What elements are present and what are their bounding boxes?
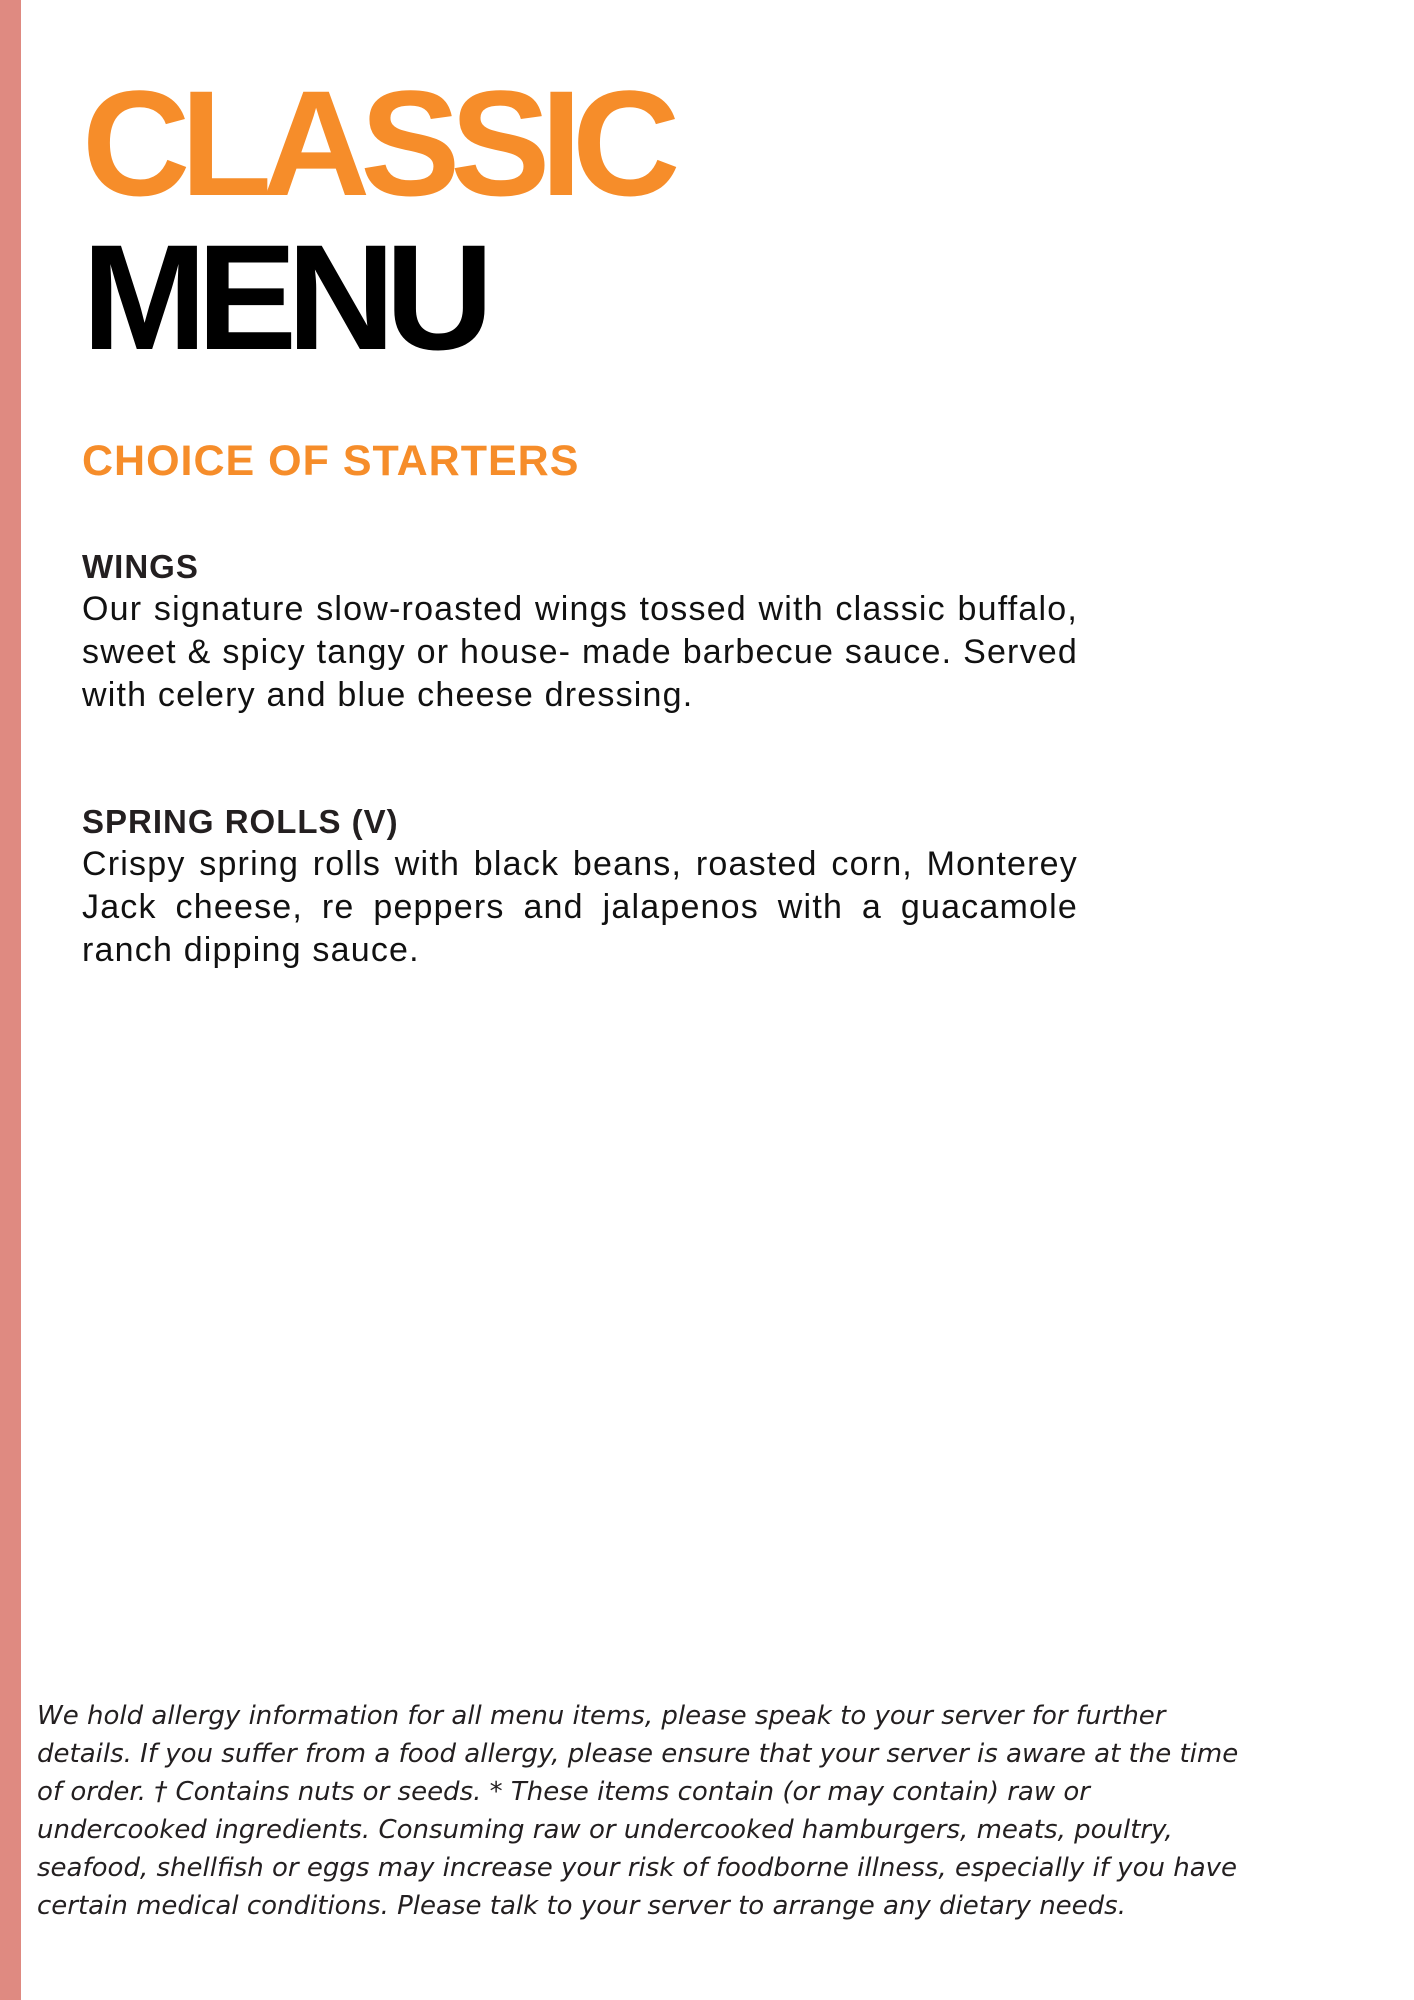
side-accent-bar <box>0 0 21 2000</box>
menu-item-name: SPRING ROLLS (V) <box>82 803 399 840</box>
footnote-line: certain medical conditions. Please talk to your server to arrange any dietary needs. <box>37 1891 1126 1921</box>
footnote-line: We hold allergy information for all menu items, please speak to your server for further <box>37 1701 1166 1731</box>
menu-item-description: Crispy spring rolls with black beans, roasted corn, Monterey Jack cheese, re peppers and jalapenos with a guacamole ranch dipping sauce. <box>82 845 1078 969</box>
menu-item-description: Our signature slow-roasted wings tossed with classic buffalo, sweet & spicy tangy or house- made barbecue sauce. Served with celery and blue cheese dressing. <box>82 590 1078 714</box>
footnote-line: seafood, shellfish or eggs may increase your risk of foodborne illness, especially if you have <box>37 1853 1238 1883</box>
menu-title-classic: CLASSIC <box>82 59 671 227</box>
footnote-line: details. If you suffer from a food allergy, please ensure that your server is aware at the time <box>37 1739 1239 1769</box>
menu-item-wings <box>82 546 1078 717</box>
footnote-line: undercooked ingredients. Consuming raw or undercooked hamburgers, meats, poultry, <box>37 1815 1173 1845</box>
menu-title-menu: MENU <box>82 213 484 381</box>
section-heading-starters: CHOICE OF STARTERS <box>82 437 580 485</box>
allergy-footnote <box>37 1697 1337 1925</box>
menu-item-name: WINGS <box>82 548 199 585</box>
menu-item-spring-rolls <box>82 801 1078 972</box>
footnote-line: of order. † Contains nuts or seeds. * These items contain (or may contain) raw or <box>37 1777 1090 1807</box>
